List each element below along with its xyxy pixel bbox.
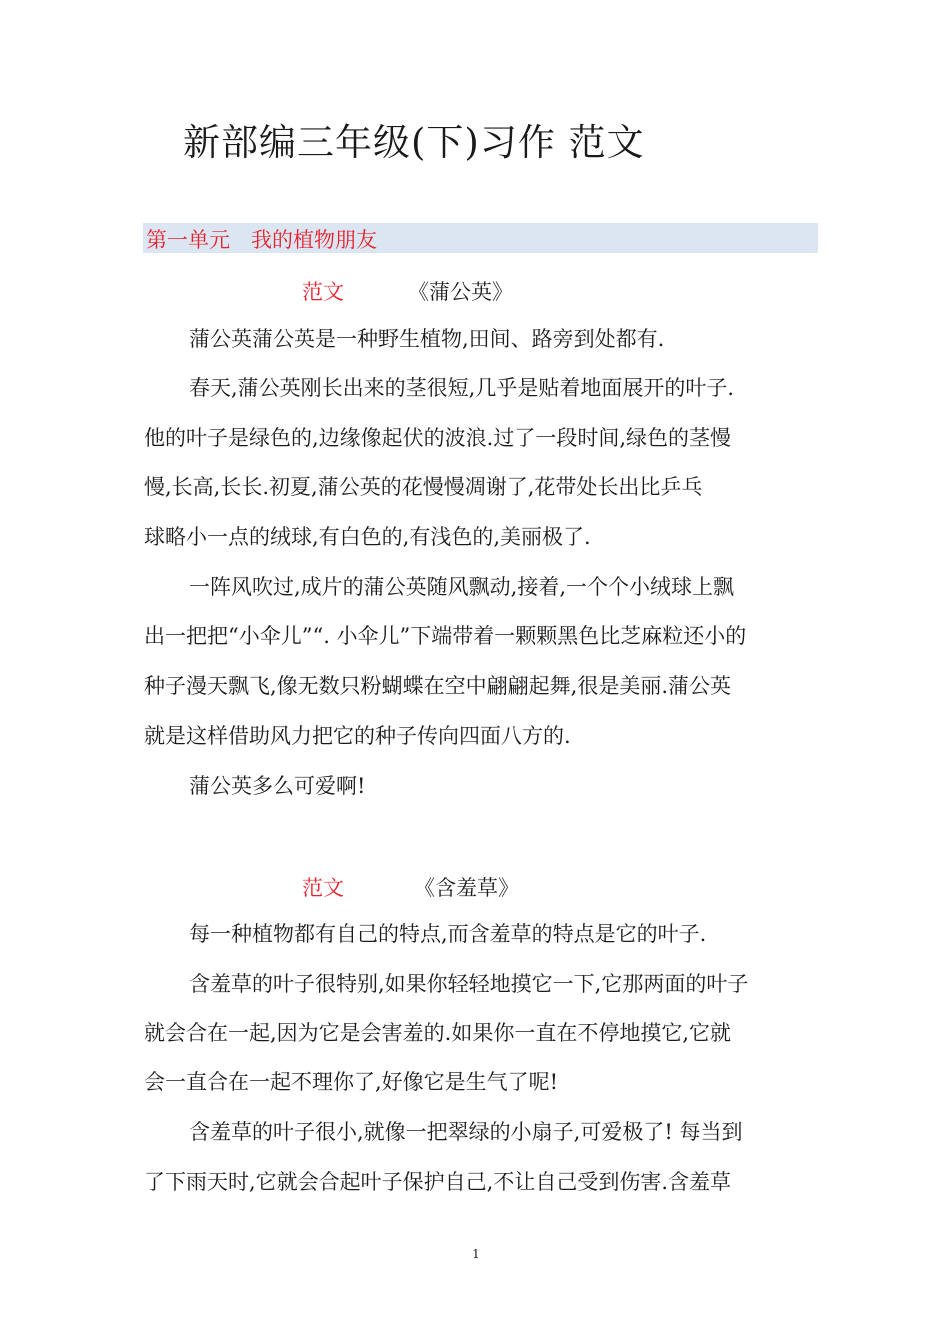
paragraph-line: 含羞草的叶子很特别,如果你轻轻地摸它一下,它那两面的叶子 bbox=[189, 972, 749, 996]
paragraph-line: 会一直合在一起不理你了,好像它是生气了呢! bbox=[144, 1070, 559, 1094]
paragraph-line: 慢,长高,长长.初夏,蒲公英的花慢慢凋谢了,花带处长出比乒乓 bbox=[144, 475, 703, 499]
paragraph-line: 球略小一点的绒球,有白色的,有浅色的,美丽极了. bbox=[144, 525, 591, 549]
paragraph-line: 出一把把“小伞儿”“. 小伞儿”下端带着一颗颗黑色比芝麻粒还小的 bbox=[144, 624, 747, 648]
paragraph-line: 蒲公英多么可爱啊! bbox=[189, 774, 366, 798]
paragraph-line: 含羞草的叶子很小,就像一把翠绿的小扇子,可爱极了! 每当到 bbox=[189, 1120, 743, 1144]
unit-heading: 第一单元 我的植物朋友 bbox=[146, 228, 377, 252]
paragraph-line: 蒲公英蒲公英是一种野生植物,田间、路旁到处都有. bbox=[189, 327, 665, 351]
paragraph-line: 他的叶子是绿色的,边缘像起伏的波浪.过了一段时间,绿色的茎慢 bbox=[144, 426, 732, 450]
essay-label: 范文 bbox=[302, 280, 344, 304]
paragraph-line: 春天,蒲公英刚长出来的茎很短,几乎是贴着地面展开的叶子. bbox=[189, 376, 735, 400]
paragraph-line: 种子漫天飘飞,像无数只粉蝴蝶在空中翩翩起舞,很是美丽.蒲公英 bbox=[144, 674, 732, 698]
paragraph-line: 就是这样借助风力把它的种子传向四面八方的. bbox=[144, 724, 571, 748]
essay-label: 范文 bbox=[302, 876, 344, 900]
paragraph-line: 每一种植物都有自己的特点,而含羞草的特点是它的叶子. bbox=[189, 922, 707, 946]
paragraph-line: 一阵风吹过,成片的蒲公英随风飘动,接着,一个个小绒球上飘 bbox=[189, 575, 735, 599]
essay-title: 《含羞草》 bbox=[414, 876, 519, 900]
page-number: 1 bbox=[472, 1247, 480, 1261]
paragraph-line: 就会合在一起,因为它是会害羞的.如果你一直在不停地摸它,它就 bbox=[144, 1021, 732, 1045]
essay-title: 《蒲公英》 bbox=[408, 280, 513, 304]
document-title: 新部编三年级(下)习作 范文 bbox=[183, 121, 645, 164]
paragraph-line: 了下雨天时,它就会合起叶子保护自己,不让自己受到伤害.含羞草 bbox=[144, 1170, 732, 1194]
